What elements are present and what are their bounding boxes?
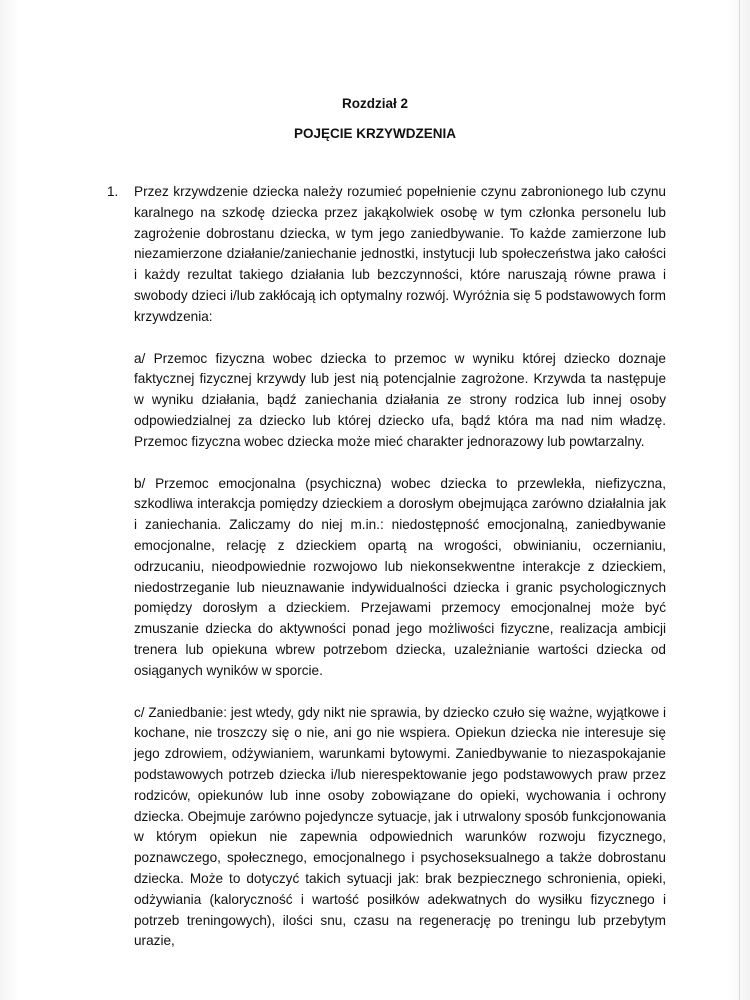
form-emotional-violence: b/ Przemoc emocjonalna (psychiczna) wobec dziecka to przewlekła, niefizyczna, szkodliwa interakcja pomiędzy dzieckiem a dorosłym obejmująca zarówno działalnia jak i zaniechania. Zaliczamy do niej m.in.: niedostępność emocjonalną, zaniedbywanie emocjonalne, relację z dzieckiem opartą na wrogości, obwinianiu, oczernianiu, odrzucaniu, nieodpowiednie rozwojowo lub niekonsekwentne interakcje z dzieckiem, niedostrzeganie lub nieuznawanie indywidualności dziecka i granic psychologicznych pomiędzy dorosłym a dzieckiem. Przejawami przemocy emocjonalnej może być zmuszanie dziecka do aktywności ponad jego możliwości fizyczne, realizacja ambicji trenera lub opiekuna wbrew potrzebom dziecka, uzależnianie wartości dziecka od osiąganych wyników w sporcie. bbox=[134, 475, 666, 678]
chapter-title: POJĘCIE KRZYWDZENIA bbox=[293, 126, 456, 141]
form-neglect: c/ Zaniedbanie: jest wtedy, gdy nikt nie sprawia, by dziecko czuło się ważne, wyjątkowe i kochane, nie troszczy się o nie, ani go nie wspiera. Opiekun dziecka nie interesuje się jego zdrowiem, odżywianiem, warunkami bytowymi. Zaniedbywanie to niezaspokajanie podstawowych potrzeb dziecka i/lub nierespektowanie jego podstawowych praw przez rodziców, opiekunów lub inne osoby zobowiązane do opieki, wychowania i ochrony dziecka. Obejmuje zarówno pojedyncze sytuacje, jak i utrwalony sposób funkcjonowania w którym opiekun nie zapewnia odpowiednich warunków rozwoju fizycznego, poznawczego, społecznego, emocjonalnego i psychoseksualnego a także dobrostanu dziecka. Może to dotyczyć takich sytuacji jak: brak bezpiecznego schronienia, opieki, odżywiania (kaloryczność i wartość posiłków adekwatnych do wysiłku fizycznego i potrzeb treningowych), ilości snu, czasu na regenerację po treningu lub przebytym urazie, bbox=[134, 704, 666, 949]
intro-paragraph: Przez krzywdzenie dziecka należy rozumieć popełnienie czynu zabronionego lub czynu karalnego na szkodę dziecka przez jakąkolwiek osobę w tym członka personelu lub zagrożenie dobrostanu dziecka, w tym jego zaniedbywanie. To każde zamierzone lub niezamierzone działanie/zaniechanie jednostki, instytucji lub społeczeństwa jako całości i każdy rezultat takiego działania lub bezczynności, które naruszają równe prawa i swobody dzieci i/lub zakłócają ich optymalny rozwój. Wyróżnia się 5 podstawowych form krzywdzenia: bbox=[134, 184, 666, 324]
list-number: 1. bbox=[107, 184, 119, 199]
document-body bbox=[0, 182, 750, 952]
form-physical-violence: a/ Przemoc fizyczna wobec dziecka to przemoc w wyniku której dziecko doznaje faktycznej fizycznej krzywdy lub jest nią potencjalnie zagrożone. Krzywda ta następuje w wyniku działania, bądź zaniechania działania ze strony rodzica lub innej osoby odpowiedzialnej za dziecko lub której dziecko ufa, bądź która ma nad nim władzę. Przemoc fizyczna wobec dziecka może mieć charakter jednorazowy lub powtarzalny. bbox=[134, 350, 666, 449]
list-item-1 bbox=[107, 182, 666, 328]
chapter-heading: Rozdział 2 bbox=[341, 96, 408, 111]
